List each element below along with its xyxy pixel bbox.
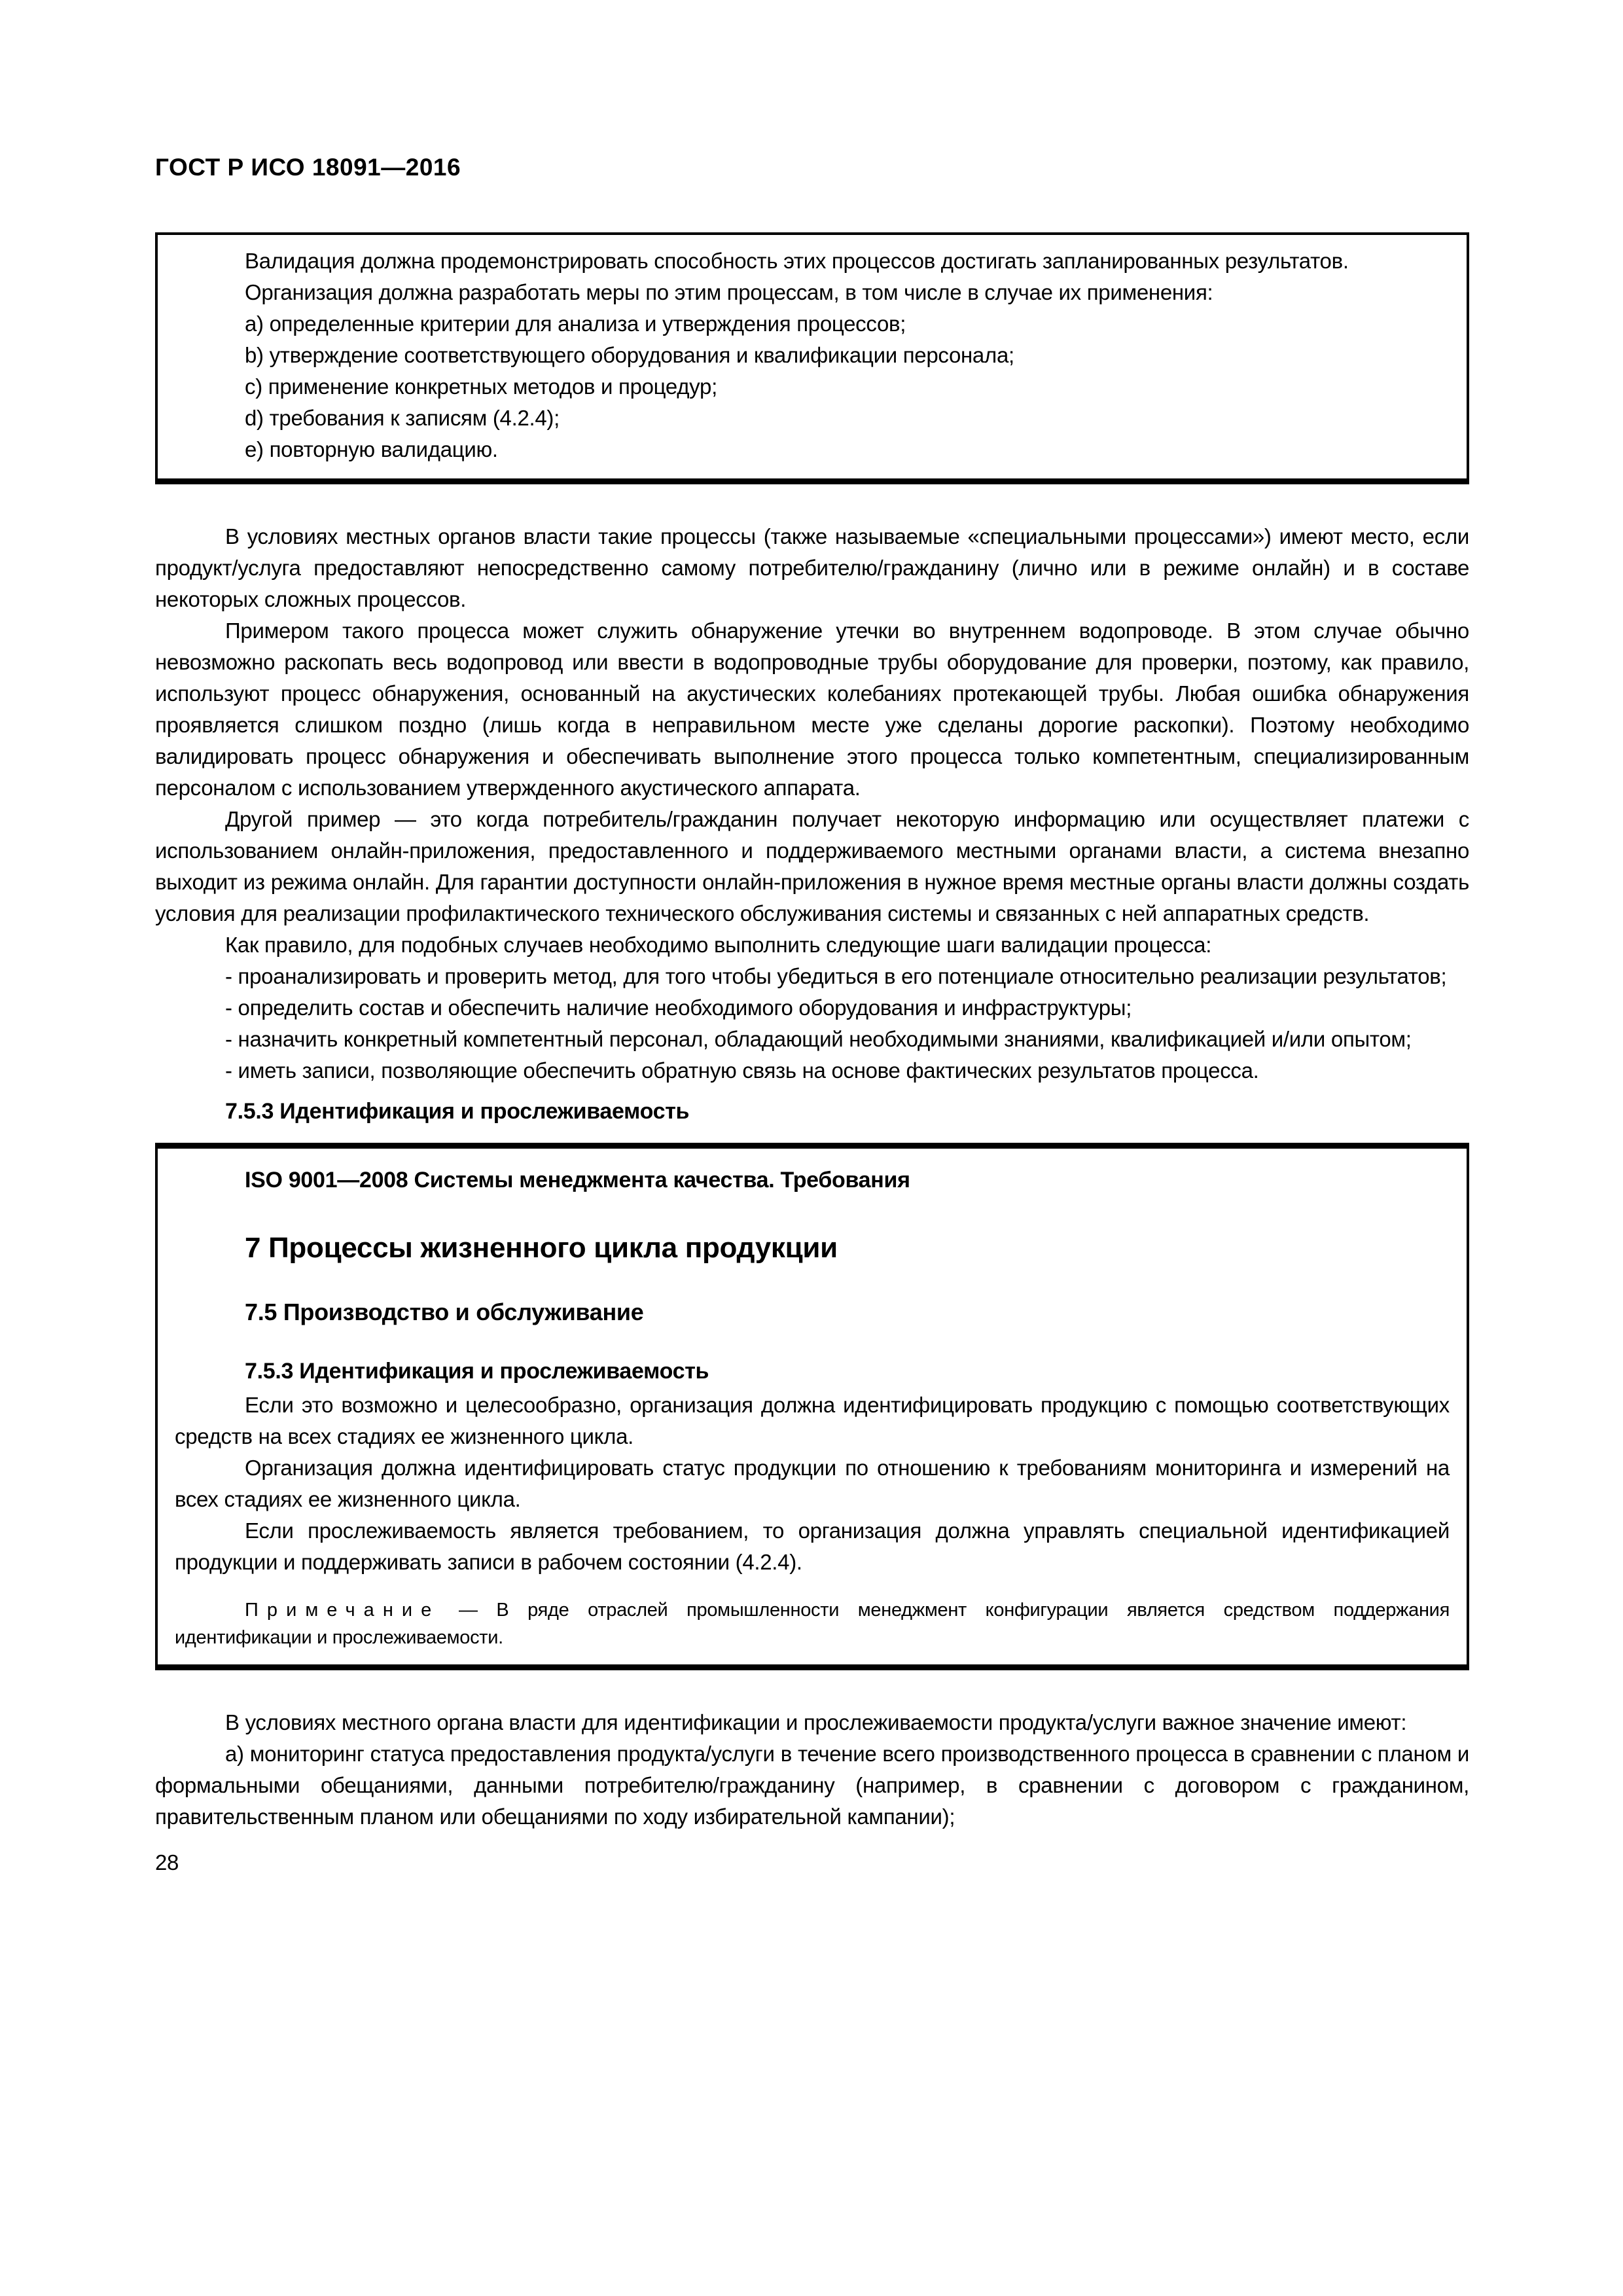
excerpt-paragraph: Организация должна идентифицировать статус продукции по отношению к требованиям мониторинга и измерений на всех стадиях ее жизненного цикла. xyxy=(175,1455,1450,1511)
page-number: 28 xyxy=(155,1850,179,1874)
excerpt-paragraph: Если это возможно и целесообразно, организация должна идентифицировать продукцию с помощью соответствующих средств на всех стадиях ее жизненного цикла. xyxy=(175,1392,1450,1448)
excerpt-paragraph: Организация должна разработать меры по этим процессам, в том числе в случае их применения: xyxy=(245,279,1213,304)
closing-body-text xyxy=(155,1707,1469,1878)
iso-clause-75-heading: 7.5 Производство и обслуживание xyxy=(245,1298,644,1325)
excerpt-list-item: a) определенные критерии для анализа и утверждения процессов; xyxy=(245,311,906,336)
excerpt-list-item: e) повторную валидацию. xyxy=(245,437,498,461)
note-label: Примечание xyxy=(245,1599,440,1621)
document-code-header: ГОСТ Р ИСО 18091—2016 xyxy=(155,154,461,181)
excerpt-list-item: c) применение конкретных методов и процедур; xyxy=(245,374,717,399)
dash-list-item: - назначить конкретный компетентный персонал, обладающий необходимыми знаниями, квалификацией и/или опытом; xyxy=(225,1026,1412,1051)
section-heading-753: 7.5.3 Идентификация и прослеживаемость xyxy=(225,1098,690,1124)
main-body-text xyxy=(155,521,1469,1127)
dash-list-item: - проанализировать и проверить метод, для того чтобы убедиться в его потенциале относительно реализации результатов; xyxy=(225,963,1447,988)
iso-excerpt-box-validation xyxy=(155,232,1469,484)
body-paragraph: В условиях местного органа власти для идентификации и прослеживаемости продукта/услуги важное значение имеют: xyxy=(225,1710,1407,1734)
dash-list-item: - иметь записи, позволяющие обеспечить обратную связь на основе фактических результатов процесса. xyxy=(225,1058,1259,1083)
body-paragraph: Как правило, для подобных случаев необходимо выполнить следующие шаги валидации процесса: xyxy=(225,932,1212,957)
iso-source-title: ISO 9001—2008 Системы менеджмента качества. Требования xyxy=(245,1167,910,1193)
excerpt-list-item: d) требования к записям (4.2.4); xyxy=(245,405,560,430)
body-paragraph: Примером такого процесса может служить обнаружение утечки во внутреннем водопроводе. В этом случае обычно невозможно раскопать весь водопровод или ввести в водопроводные трубы оборудование для проверки, поэтому, как правило, используют процесс обнаружения, основанный на акустических колебаниях протекающей трубы. Любая ошибка обнаружения проявляется слишком поздно (лишь когда в неправильном месте уже сделаны дорогие раскопки). Поэтому необходимо валидировать процесс обнаружения и обеспечивать выполнение этого процесса только компетентным, специализированным персоналом с использованием утвержденного акустического аппарата. xyxy=(155,618,1469,800)
body-paragraph: В условиях местных органов власти такие процессы (также называемые «специальными процессами») имеют место, если продукт/услуга предоставляют непосредственно самому потребителю/гражданину (лично или в режиме онлайн) и в составе некоторых сложных процессов. xyxy=(155,524,1469,611)
excerpt-paragraph: Если прослеживаемость является требованием, то организация должна управлять специальной идентификацией продукции и поддерживать записи в рабочем состоянии (4.2.4). xyxy=(175,1518,1450,1574)
iso-clause-7-heading: 7 Процессы жизненного цикла продукции xyxy=(245,1231,838,1264)
iso-clause-753-heading: 7.5.3 Идентификация и прослеживаемость xyxy=(245,1358,709,1384)
content-column xyxy=(155,0,1469,1878)
excerpt-note xyxy=(175,1596,1450,1651)
body-paragraph: Другой пример — это когда потребитель/гражданин получает некоторую информацию или осуществляет платежи с использованием онлайн-приложения, предоставленного и поддерживаемого местными органами власти, а система внезапно выходит из режима онлайн. Для гарантии доступности онлайн-приложения в нужное время местные органы власти должны создать условия для реализации профилактического технического обслуживания системы и связанных с ней аппаратных средств. xyxy=(155,806,1469,925)
note-text: — В ряде отраслей промышленности менеджмент конфигурации является средством поддержания идентификации и прослеживаемости. xyxy=(175,1599,1450,1648)
body-paragraph: a) мониторинг статуса предоставления продукта/услуги в течение всего производственного процесса в сравнении с планом и формальными обещаниями, данными потребителю/гражданину (например, в сравнении с договором с гражданином, правительственным планом или обещаниями по ходу избирательной кампании); xyxy=(155,1741,1469,1829)
excerpt-list-item: b) утверждение соответствующего оборудования и квалификации персонала; xyxy=(245,342,1014,367)
dash-list-item: - определить состав и обеспечить наличие необходимого оборудования и инфраструктуры; xyxy=(225,995,1132,1020)
iso-excerpt-box-9001 xyxy=(155,1143,1469,1670)
excerpt-paragraph: Валидация должна продемонстрировать способность этих процессов достигать запланированных результатов. xyxy=(245,248,1349,273)
